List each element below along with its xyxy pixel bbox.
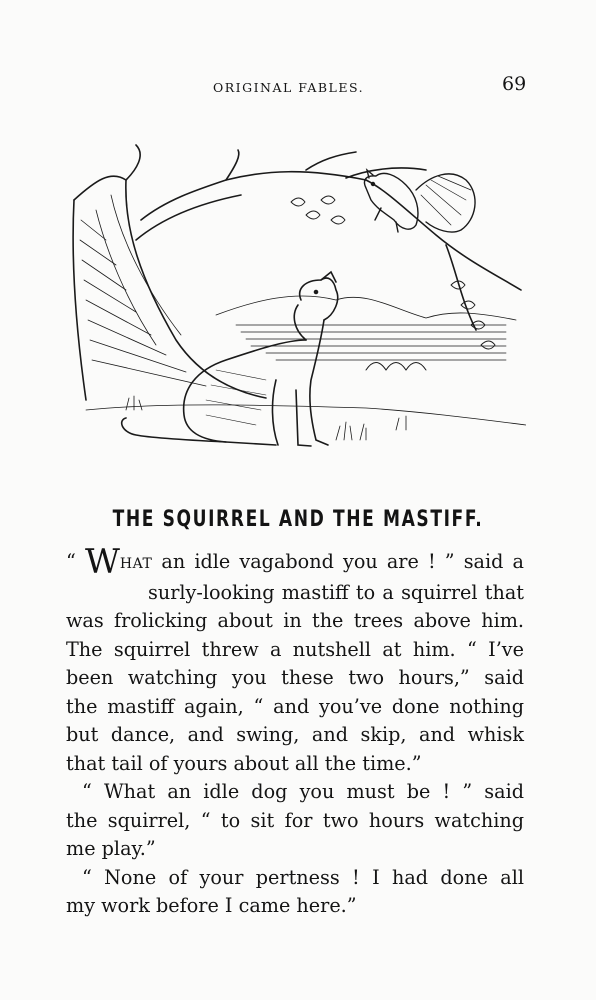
running-head: ORIGINAL FABLES. xyxy=(213,80,365,95)
text-line: my work before I came here.” xyxy=(66,894,357,917)
text-line: the squirrel, “ to sit for two hours watching xyxy=(66,808,524,832)
line-text: an idle vagabond you are ! ” said a xyxy=(152,550,524,573)
text-line: The squirrel threw a nutshell at him. “ I’ve xyxy=(66,637,524,661)
text-line: that tail of yours about all the time.” xyxy=(66,751,422,775)
page-number: 69 xyxy=(502,73,527,95)
tree-icon xyxy=(73,145,521,400)
text-line: was frolicking about in the trees above him. xyxy=(66,609,524,632)
drop-cap: W xyxy=(84,542,120,582)
fable-title: THE SQUIRREL AND THE MASTIFF. xyxy=(112,506,484,532)
grass-foreground xyxy=(126,396,406,440)
text-line: surly-looking mastiff to a squirrel that xyxy=(148,580,524,604)
fable-text xyxy=(66,542,524,921)
small-caps-word: HAT xyxy=(119,556,153,572)
squirrel-icon xyxy=(364,170,475,232)
text-line: but dance, and swing, and skip, and whisk xyxy=(66,723,524,746)
fable-illustration xyxy=(66,140,526,475)
text-line: “ What an idle dog you must be ! ” said xyxy=(82,780,524,803)
text-line: me play.” xyxy=(66,837,156,860)
text-line: been watching you these two hours,” said xyxy=(66,666,524,689)
text-line: the mastiff again, “ and you’ve done nothing xyxy=(66,694,524,718)
opening-quote: “ xyxy=(66,550,85,573)
text-line: “ None of your pertness ! I had done all xyxy=(82,865,524,889)
text-line xyxy=(66,542,524,582)
